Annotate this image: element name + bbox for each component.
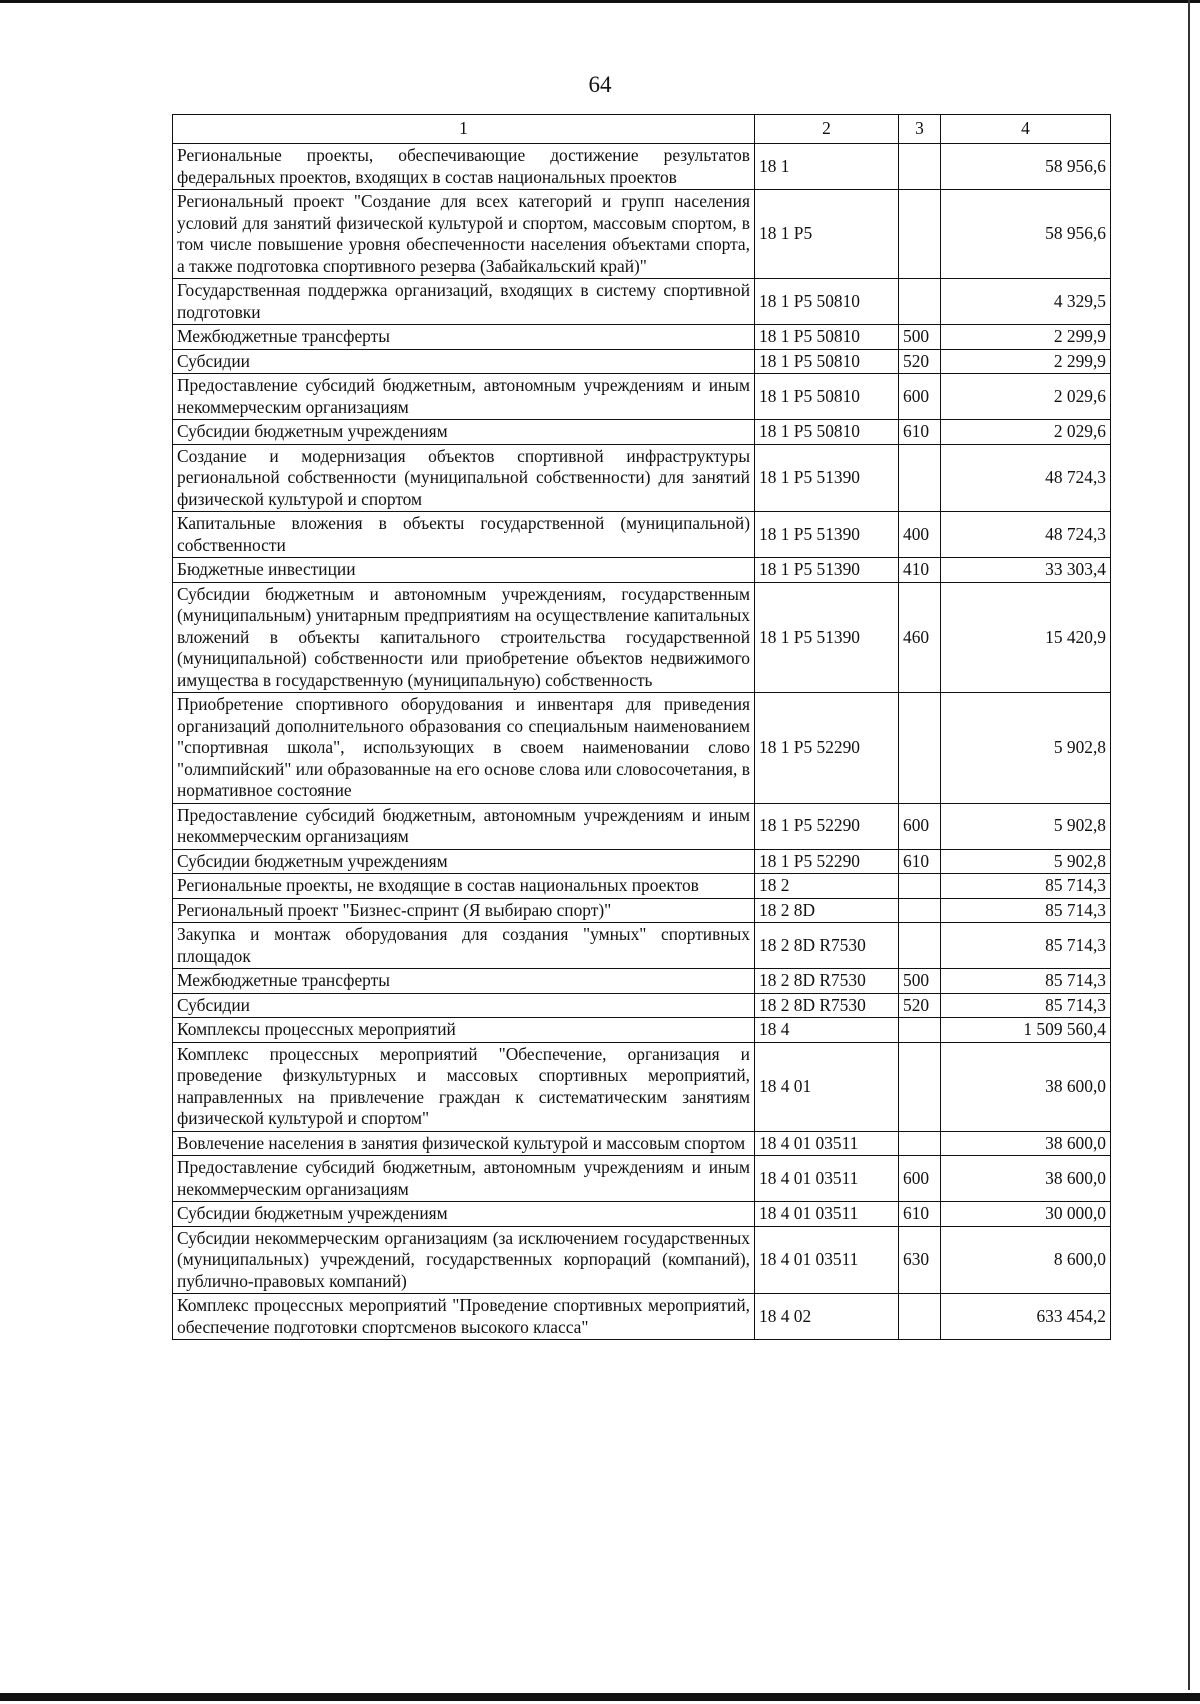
row-kvr-cell [899, 279, 941, 325]
row-name-cell: Субсидии бюджетным учреждениям [173, 849, 755, 874]
row-kvr-cell: 460 [899, 582, 941, 693]
row-name-cell: Субсидии бюджетным учреждениям [173, 1202, 755, 1227]
row-code-cell: 18 2 [755, 874, 899, 899]
table-row [173, 1226, 1111, 1294]
row-code-cell: 18 1 P5 52290 [755, 693, 899, 804]
row-code-cell: 18 1 P5 52290 [755, 849, 899, 874]
column-header: 4 [941, 115, 1111, 144]
row-amount-cell: 38 600,0 [941, 1131, 1111, 1156]
row-code-cell: 18 1 P5 51390 [755, 512, 899, 558]
table-row [173, 190, 1111, 279]
table-row [173, 582, 1111, 693]
table-row [173, 279, 1111, 325]
table-row [173, 874, 1111, 899]
row-kvr-cell [899, 1018, 941, 1043]
row-name-cell: Комплекс процессных мероприятий "Проведение спортивных мероприятий, обеспечение подготовки спортсменов высокого класса" [173, 1294, 755, 1340]
table-row [173, 1202, 1111, 1227]
row-code-cell: 18 1 P5 50810 [755, 374, 899, 420]
row-name-cell: Предоставление субсидий бюджетным, автономным учреждениям и иным некоммерческим организациям [173, 803, 755, 849]
row-kvr-cell: 610 [899, 1202, 941, 1227]
row-name-cell: Капитальные вложения в объекты государственной (муниципальной) собственности [173, 512, 755, 558]
table-row [173, 1156, 1111, 1202]
top-border [0, 0, 1200, 3]
row-name-cell: Межбюджетные трансферты [173, 969, 755, 994]
table-row [173, 898, 1111, 923]
table-row [173, 374, 1111, 420]
right-border [1188, 0, 1190, 1690]
row-code-cell: 18 4 01 03511 [755, 1131, 899, 1156]
row-amount-cell: 2 299,9 [941, 349, 1111, 374]
table-row [173, 849, 1111, 874]
table-row [173, 993, 1111, 1018]
column-header: 2 [755, 115, 899, 144]
row-code-cell: 18 4 [755, 1018, 899, 1043]
budget-table [172, 114, 1111, 1340]
column-header: 1 [173, 115, 755, 144]
row-name-cell: Приобретение спортивного оборудования и инвентаря для приведения организаций дополнительного образования со специальным наименованием "спортивная школа", использующих в своем наименовании слово "олимпийский" или образованные на его основе слова или словосочетания, в нормативное состояние [173, 693, 755, 804]
table-row [173, 144, 1111, 190]
row-amount-cell: 85 714,3 [941, 993, 1111, 1018]
row-kvr-cell: 410 [899, 558, 941, 583]
row-amount-cell: 85 714,3 [941, 923, 1111, 969]
table-header-row [173, 115, 1111, 144]
row-code-cell: 18 1 [755, 144, 899, 190]
row-code-cell: 18 1 P5 [755, 190, 899, 279]
row-name-cell: Субсидии [173, 993, 755, 1018]
row-code-cell: 18 1 P5 50810 [755, 349, 899, 374]
row-amount-cell: 2 299,9 [941, 325, 1111, 350]
row-name-cell: Предоставление субсидий бюджетным, автономным учреждениям и иным некоммерческим организациям [173, 1156, 755, 1202]
row-amount-cell: 85 714,3 [941, 969, 1111, 994]
row-code-cell: 18 1 P5 50810 [755, 279, 899, 325]
bottom-border [0, 1693, 1200, 1701]
table-row [173, 969, 1111, 994]
row-kvr-cell [899, 1131, 941, 1156]
page-number: 64 [588, 72, 612, 97]
table-row [173, 923, 1111, 969]
row-amount-cell: 5 902,8 [941, 693, 1111, 804]
row-kvr-cell: 610 [899, 420, 941, 445]
row-code-cell: 18 4 01 [755, 1042, 899, 1131]
row-amount-cell: 58 956,6 [941, 190, 1111, 279]
table-row [173, 512, 1111, 558]
row-code-cell: 18 2 8D R7530 [755, 993, 899, 1018]
row-name-cell: Создание и модернизация объектов спортивной инфраструктуры региональной собственности (муниципальной собственности) для занятий физической культурой и спортом [173, 444, 755, 512]
row-name-cell: Межбюджетные трансферты [173, 325, 755, 350]
row-kvr-cell [899, 898, 941, 923]
row-amount-cell: 38 600,0 [941, 1156, 1111, 1202]
row-amount-cell: 2 029,6 [941, 374, 1111, 420]
row-amount-cell: 58 956,6 [941, 144, 1111, 190]
row-name-cell: Субсидии бюджетным и автономным учреждениям, государственным (муниципальным) унитарным предприятиям на осуществление капитальных вложений в объекты капитального строительства государственной (муниципальной) собственности или приобретение объектов недвижимого имущества в государственную (муниципальную) собственность [173, 582, 755, 693]
row-kvr-cell [899, 444, 941, 512]
row-kvr-cell: 520 [899, 993, 941, 1018]
row-code-cell: 18 1 P5 51390 [755, 558, 899, 583]
row-kvr-cell [899, 190, 941, 279]
row-amount-cell: 48 724,3 [941, 444, 1111, 512]
row-kvr-cell: 610 [899, 849, 941, 874]
row-code-cell: 18 1 P5 52290 [755, 803, 899, 849]
row-code-cell: 18 4 01 03511 [755, 1226, 899, 1294]
row-code-cell: 18 1 P5 51390 [755, 444, 899, 512]
row-name-cell: Предоставление субсидий бюджетным, автономным учреждениям и иным некоммерческим организациям [173, 374, 755, 420]
row-code-cell: 18 4 01 03511 [755, 1202, 899, 1227]
row-code-cell: 18 2 8D [755, 898, 899, 923]
row-amount-cell: 2 029,6 [941, 420, 1111, 445]
row-amount-cell: 1 509 560,4 [941, 1018, 1111, 1043]
row-kvr-cell: 630 [899, 1226, 941, 1294]
row-amount-cell: 85 714,3 [941, 898, 1111, 923]
table-row [173, 1042, 1111, 1131]
row-name-cell: Субсидии некоммерческим организациям (за исключением государственных (муниципальных) учреждений, государственных корпораций (компаний), публично-правовых компаний) [173, 1226, 755, 1294]
row-code-cell: 18 2 8D R7530 [755, 923, 899, 969]
row-amount-cell: 633 454,2 [941, 1294, 1111, 1340]
row-kvr-cell [899, 1294, 941, 1340]
row-amount-cell: 48 724,3 [941, 512, 1111, 558]
column-header: 3 [899, 115, 941, 144]
row-name-cell: Комплекс процессных мероприятий "Обеспечение, организация и проведение физкультурных и массовых спортивных мероприятий, направленных на привлечение граждан к систематическим занятиям физической культурой и спортом" [173, 1042, 755, 1131]
row-code-cell: 18 1 P5 51390 [755, 582, 899, 693]
table-row [173, 444, 1111, 512]
row-amount-cell: 4 329,5 [941, 279, 1111, 325]
table-row [173, 420, 1111, 445]
row-name-cell: Региональные проекты, не входящие в состав национальных проектов [173, 874, 755, 899]
row-name-cell: Субсидии бюджетным учреждениям [173, 420, 755, 445]
row-kvr-cell: 500 [899, 969, 941, 994]
row-code-cell: 18 4 02 [755, 1294, 899, 1340]
row-amount-cell: 8 600,0 [941, 1226, 1111, 1294]
row-amount-cell: 30 000,0 [941, 1202, 1111, 1227]
row-name-cell: Региональный проект "Бизнес-спринт (Я выбираю спорт)" [173, 898, 755, 923]
row-amount-cell: 38 600,0 [941, 1042, 1111, 1131]
row-name-cell: Региональные проекты, обеспечивающие достижение результатов федеральных проектов, входящих в состав национальных проектов [173, 144, 755, 190]
row-code-cell: 18 2 8D R7530 [755, 969, 899, 994]
row-name-cell: Закупка и монтаж оборудования для создания "умных" спортивных площадок [173, 923, 755, 969]
row-kvr-cell: 600 [899, 803, 941, 849]
row-amount-cell: 33 303,4 [941, 558, 1111, 583]
row-kvr-cell [899, 144, 941, 190]
table-body [173, 144, 1111, 1340]
table-row [173, 1294, 1111, 1340]
row-amount-cell: 85 714,3 [941, 874, 1111, 899]
table-row [173, 349, 1111, 374]
table-row [173, 1131, 1111, 1156]
row-kvr-cell: 600 [899, 1156, 941, 1202]
row-kvr-cell [899, 693, 941, 804]
row-amount-cell: 15 420,9 [941, 582, 1111, 693]
table-row [173, 1018, 1111, 1043]
row-name-cell: Вовлечение населения в занятия физической культурой и массовым спортом [173, 1131, 755, 1156]
row-code-cell: 18 1 P5 50810 [755, 420, 899, 445]
row-code-cell: 18 4 01 03511 [755, 1156, 899, 1202]
row-kvr-cell [899, 874, 941, 899]
table-row [173, 693, 1111, 804]
row-kvr-cell: 520 [899, 349, 941, 374]
row-name-cell: Государственная поддержка организаций, входящих в систему спортивной подготовки [173, 279, 755, 325]
row-name-cell: Бюджетные инвестиции [173, 558, 755, 583]
row-kvr-cell [899, 1042, 941, 1131]
table-row [173, 558, 1111, 583]
table-row [173, 325, 1111, 350]
row-kvr-cell: 500 [899, 325, 941, 350]
table-row [173, 803, 1111, 849]
row-kvr-cell [899, 923, 941, 969]
row-kvr-cell: 400 [899, 512, 941, 558]
row-name-cell: Комплексы процессных мероприятий [173, 1018, 755, 1043]
row-name-cell: Субсидии [173, 349, 755, 374]
row-name-cell: Региональный проект "Создание для всех категорий и групп населения условий для занятий физической культурой и спортом, массовым спортом, в том числе повышение уровня обеспеченности населения объектами спорта, а также подготовка спортивного резерва (Забайкальский край)" [173, 190, 755, 279]
row-code-cell: 18 1 P5 50810 [755, 325, 899, 350]
row-kvr-cell: 600 [899, 374, 941, 420]
row-amount-cell: 5 902,8 [941, 803, 1111, 849]
row-amount-cell: 5 902,8 [941, 849, 1111, 874]
